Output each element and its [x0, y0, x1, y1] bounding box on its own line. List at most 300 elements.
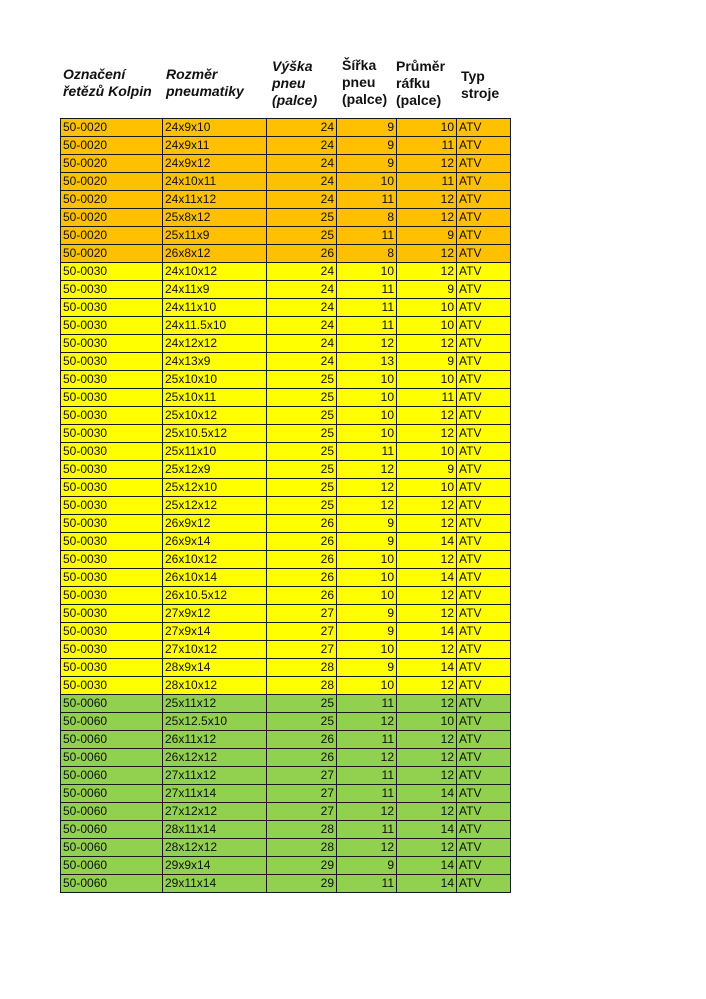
chain-code-cell: 50-0030	[61, 659, 163, 677]
rim-diameter-cell: 12	[397, 587, 457, 605]
machine-type-cell: ATV	[457, 443, 511, 461]
table-row	[61, 677, 511, 695]
header-tire-width	[342, 57, 387, 108]
rim-diameter-cell: 9	[397, 461, 457, 479]
tire-width-cell: 10	[337, 677, 397, 695]
rim-diameter-cell: 12	[397, 641, 457, 659]
header-line: Rozměr	[166, 66, 218, 82]
tire-width-cell: 11	[337, 767, 397, 785]
table-row	[61, 119, 511, 137]
machine-type-cell: ATV	[457, 209, 511, 227]
table-row	[61, 641, 511, 659]
table-row	[61, 713, 511, 731]
chain-code-cell: 50-0060	[61, 803, 163, 821]
tire-height-cell: 25	[267, 497, 337, 515]
chain-code-cell: 50-0060	[61, 695, 163, 713]
tire-size-cell: 27x9x12	[163, 605, 267, 623]
tire-width-cell: 11	[337, 281, 397, 299]
machine-type-cell: ATV	[457, 389, 511, 407]
table-body	[61, 119, 511, 893]
machine-type-cell: ATV	[457, 641, 511, 659]
rim-diameter-cell: 10	[397, 299, 457, 317]
chain-code-cell: 50-0030	[61, 461, 163, 479]
tire-height-cell: 24	[267, 173, 337, 191]
tire-size-cell: 29x9x14	[163, 857, 267, 875]
tire-size-cell: 28x9x14	[163, 659, 267, 677]
table-row	[61, 659, 511, 677]
rim-diameter-cell: 10	[397, 119, 457, 137]
rim-diameter-cell: 12	[397, 605, 457, 623]
table-row	[61, 821, 511, 839]
header-line: Průměr	[396, 58, 446, 74]
chain-code-cell: 50-0020	[61, 173, 163, 191]
tire-height-cell: 24	[267, 335, 337, 353]
rim-diameter-cell: 12	[397, 209, 457, 227]
tire-chain-table	[60, 118, 511, 893]
chain-code-cell: 50-0030	[61, 425, 163, 443]
machine-type-cell: ATV	[457, 785, 511, 803]
tire-size-cell: 26x10.5x12	[163, 587, 267, 605]
tire-height-cell: 27	[267, 605, 337, 623]
tire-size-cell: 24x9x11	[163, 137, 267, 155]
tire-width-cell: 9	[337, 515, 397, 533]
chain-code-cell: 50-0030	[61, 623, 163, 641]
machine-type-cell: ATV	[457, 515, 511, 533]
rim-diameter-cell: 12	[397, 677, 457, 695]
tire-size-cell: 27x9x14	[163, 623, 267, 641]
table-row	[61, 281, 511, 299]
rim-diameter-cell: 14	[397, 785, 457, 803]
header-line: Šířka	[342, 57, 377, 73]
machine-type-cell: ATV	[457, 695, 511, 713]
tire-size-cell: 26x10x12	[163, 551, 267, 569]
rim-diameter-cell: 12	[397, 245, 457, 263]
chain-code-cell: 50-0030	[61, 389, 163, 407]
tire-height-cell: 24	[267, 119, 337, 137]
tire-height-cell: 28	[267, 659, 337, 677]
rim-diameter-cell: 10	[397, 317, 457, 335]
tire-size-cell: 25x8x12	[163, 209, 267, 227]
table-row	[61, 533, 511, 551]
chain-code-cell: 50-0030	[61, 605, 163, 623]
machine-type-cell: ATV	[457, 749, 511, 767]
chain-code-cell: 50-0060	[61, 839, 163, 857]
rim-diameter-cell: 12	[397, 839, 457, 857]
machine-type-cell: ATV	[457, 353, 511, 371]
tire-width-cell: 10	[337, 371, 397, 389]
chain-code-cell: 50-0030	[61, 533, 163, 551]
machine-type-cell: ATV	[457, 497, 511, 515]
tire-height-cell: 24	[267, 155, 337, 173]
table-row	[61, 857, 511, 875]
machine-type-cell: ATV	[457, 605, 511, 623]
tire-size-cell: 25x11x10	[163, 443, 267, 461]
rim-diameter-cell: 10	[397, 479, 457, 497]
machine-type-cell: ATV	[457, 731, 511, 749]
tire-size-cell: 25x12x12	[163, 497, 267, 515]
machine-type-cell: ATV	[457, 317, 511, 335]
table-row	[61, 767, 511, 785]
tire-size-cell: 27x11x12	[163, 767, 267, 785]
tire-width-cell: 12	[337, 497, 397, 515]
table-row	[61, 155, 511, 173]
table-row	[61, 335, 511, 353]
chain-code-cell: 50-0060	[61, 821, 163, 839]
tire-size-cell: 25x12.5x10	[163, 713, 267, 731]
machine-type-cell: ATV	[457, 587, 511, 605]
tire-height-cell: 26	[267, 533, 337, 551]
rim-diameter-cell: 12	[397, 407, 457, 425]
chain-code-cell: 50-0030	[61, 641, 163, 659]
table-row	[61, 461, 511, 479]
rim-diameter-cell: 12	[397, 425, 457, 443]
table-row	[61, 479, 511, 497]
tire-size-cell: 25x10x12	[163, 407, 267, 425]
rim-diameter-cell: 12	[397, 803, 457, 821]
tire-height-cell: 25	[267, 227, 337, 245]
tire-width-cell: 9	[337, 623, 397, 641]
machine-type-cell: ATV	[457, 623, 511, 641]
header-line: řetězů Kolpin	[63, 83, 152, 99]
chain-code-cell: 50-0030	[61, 479, 163, 497]
tire-height-cell: 27	[267, 803, 337, 821]
tire-size-cell: 24x9x12	[163, 155, 267, 173]
tire-size-cell: 24x9x10	[163, 119, 267, 137]
tire-width-cell: 10	[337, 551, 397, 569]
table-row	[61, 839, 511, 857]
chain-code-cell: 50-0020	[61, 155, 163, 173]
machine-type-cell: ATV	[457, 875, 511, 893]
header-line: (palce)	[342, 91, 388, 107]
tire-width-cell: 11	[337, 443, 397, 461]
tire-width-cell: 11	[337, 731, 397, 749]
machine-type-cell: ATV	[457, 821, 511, 839]
header-line: (palce)	[272, 92, 318, 108]
tire-height-cell: 25	[267, 425, 337, 443]
rim-diameter-cell: 14	[397, 857, 457, 875]
tire-size-cell: 26x10x14	[163, 569, 267, 587]
header-line: ráfku	[396, 75, 431, 91]
table-row	[61, 731, 511, 749]
chain-code-cell: 50-0030	[61, 263, 163, 281]
tire-width-cell: 9	[337, 119, 397, 137]
table-row	[61, 785, 511, 803]
table-row	[61, 443, 511, 461]
rim-diameter-cell: 12	[397, 335, 457, 353]
tire-width-cell: 10	[337, 407, 397, 425]
rim-diameter-cell: 12	[397, 515, 457, 533]
machine-type-cell: ATV	[457, 173, 511, 191]
chain-code-cell: 50-0060	[61, 749, 163, 767]
table-row	[61, 371, 511, 389]
tire-size-cell: 26x11x12	[163, 731, 267, 749]
tire-height-cell: 25	[267, 713, 337, 731]
tire-size-cell: 24x11x10	[163, 299, 267, 317]
chain-code-cell: 50-0060	[61, 857, 163, 875]
tire-height-cell: 26	[267, 749, 337, 767]
table-row	[61, 569, 511, 587]
chain-code-cell: 50-0020	[61, 191, 163, 209]
chain-code-cell: 50-0020	[61, 137, 163, 155]
machine-type-cell: ATV	[457, 227, 511, 245]
rim-diameter-cell: 9	[397, 227, 457, 245]
tire-size-cell: 26x9x12	[163, 515, 267, 533]
tire-width-cell: 12	[337, 479, 397, 497]
tire-size-cell: 24x11x12	[163, 191, 267, 209]
machine-type-cell: ATV	[457, 767, 511, 785]
tire-size-cell: 25x10x10	[163, 371, 267, 389]
table-row	[61, 587, 511, 605]
tire-size-cell: 25x11x12	[163, 695, 267, 713]
tire-height-cell: 25	[267, 371, 337, 389]
chain-code-cell: 50-0030	[61, 299, 163, 317]
rim-diameter-cell: 12	[397, 749, 457, 767]
tire-size-cell: 26x8x12	[163, 245, 267, 263]
tire-size-cell: 27x12x12	[163, 803, 267, 821]
tire-width-cell: 11	[337, 875, 397, 893]
chain-code-cell: 50-0020	[61, 209, 163, 227]
tire-width-cell: 11	[337, 695, 397, 713]
tire-size-cell: 24x12x12	[163, 335, 267, 353]
tire-width-cell: 10	[337, 173, 397, 191]
machine-type-cell: ATV	[457, 461, 511, 479]
chain-code-cell: 50-0060	[61, 731, 163, 749]
tire-height-cell: 27	[267, 623, 337, 641]
header-line: Výška	[272, 58, 313, 74]
machine-type-cell: ATV	[457, 281, 511, 299]
tire-height-cell: 24	[267, 137, 337, 155]
tire-height-cell: 28	[267, 839, 337, 857]
tire-height-cell: 25	[267, 695, 337, 713]
machine-type-cell: ATV	[457, 533, 511, 551]
chain-code-cell: 50-0030	[61, 443, 163, 461]
tire-height-cell: 28	[267, 821, 337, 839]
tire-width-cell: 11	[337, 785, 397, 803]
machine-type-cell: ATV	[457, 479, 511, 497]
rim-diameter-cell: 14	[397, 569, 457, 587]
table-row	[61, 623, 511, 641]
tire-width-cell: 10	[337, 587, 397, 605]
tire-size-cell: 25x12x10	[163, 479, 267, 497]
tire-width-cell: 9	[337, 659, 397, 677]
tire-height-cell: 25	[267, 461, 337, 479]
rim-diameter-cell: 12	[397, 191, 457, 209]
tire-size-cell: 24x11x9	[163, 281, 267, 299]
chain-code-cell: 50-0030	[61, 515, 163, 533]
tire-width-cell: 12	[337, 803, 397, 821]
tire-size-cell: 24x13x9	[163, 353, 267, 371]
tire-height-cell: 28	[267, 677, 337, 695]
tire-size-cell: 25x10.5x12	[163, 425, 267, 443]
table-row	[61, 497, 511, 515]
rim-diameter-cell: 10	[397, 713, 457, 731]
header-chain-code	[63, 66, 152, 100]
table-row	[61, 389, 511, 407]
tire-width-cell: 9	[337, 857, 397, 875]
chain-code-cell: 50-0030	[61, 497, 163, 515]
tire-size-cell: 27x11x14	[163, 785, 267, 803]
chain-code-cell: 50-0030	[61, 353, 163, 371]
tire-height-cell: 29	[267, 875, 337, 893]
rim-diameter-cell: 12	[397, 497, 457, 515]
tire-height-cell: 25	[267, 443, 337, 461]
tire-width-cell: 11	[337, 299, 397, 317]
chain-code-cell: 50-0030	[61, 335, 163, 353]
table-row	[61, 551, 511, 569]
tire-height-cell: 27	[267, 785, 337, 803]
machine-type-cell: ATV	[457, 371, 511, 389]
tire-width-cell: 8	[337, 245, 397, 263]
tire-size-cell: 28x10x12	[163, 677, 267, 695]
tire-size-cell: 24x11.5x10	[163, 317, 267, 335]
machine-type-cell: ATV	[457, 155, 511, 173]
rim-diameter-cell: 10	[397, 371, 457, 389]
machine-type-cell: ATV	[457, 713, 511, 731]
rim-diameter-cell: 14	[397, 659, 457, 677]
tire-height-cell: 24	[267, 299, 337, 317]
tire-width-cell: 10	[337, 263, 397, 281]
tire-height-cell: 25	[267, 389, 337, 407]
table-row	[61, 803, 511, 821]
machine-type-cell: ATV	[457, 191, 511, 209]
tire-height-cell: 27	[267, 767, 337, 785]
tire-width-cell: 12	[337, 749, 397, 767]
chain-code-cell: 50-0030	[61, 281, 163, 299]
chain-code-cell: 50-0030	[61, 677, 163, 695]
machine-type-cell: ATV	[457, 803, 511, 821]
tire-height-cell: 24	[267, 191, 337, 209]
chain-code-cell: 50-0020	[61, 245, 163, 263]
machine-type-cell: ATV	[457, 659, 511, 677]
tire-height-cell: 24	[267, 281, 337, 299]
tire-height-cell: 24	[267, 317, 337, 335]
table-row	[61, 875, 511, 893]
chain-code-cell: 50-0030	[61, 317, 163, 335]
table-row	[61, 263, 511, 281]
rim-diameter-cell: 12	[397, 767, 457, 785]
tire-height-cell: 26	[267, 515, 337, 533]
machine-type-cell: ATV	[457, 407, 511, 425]
table-row	[61, 299, 511, 317]
tire-size-cell: 26x9x14	[163, 533, 267, 551]
tire-height-cell: 26	[267, 245, 337, 263]
table-row	[61, 209, 511, 227]
tire-width-cell: 10	[337, 425, 397, 443]
chain-code-cell: 50-0060	[61, 713, 163, 731]
machine-type-cell: ATV	[457, 677, 511, 695]
tire-height-cell: 26	[267, 551, 337, 569]
chain-code-cell: 50-0060	[61, 875, 163, 893]
tire-height-cell: 25	[267, 407, 337, 425]
tire-width-cell: 10	[337, 641, 397, 659]
machine-type-cell: ATV	[457, 551, 511, 569]
rim-diameter-cell: 12	[397, 155, 457, 173]
tire-size-cell: 25x12x9	[163, 461, 267, 479]
machine-type-cell: ATV	[457, 839, 511, 857]
chain-code-cell: 50-0030	[61, 551, 163, 569]
header-tire-height	[272, 58, 317, 109]
chain-code-cell: 50-0030	[61, 407, 163, 425]
tire-size-cell: 28x12x12	[163, 839, 267, 857]
table-row	[61, 695, 511, 713]
tire-width-cell: 12	[337, 839, 397, 857]
table-row	[61, 137, 511, 155]
table-row	[61, 749, 511, 767]
machine-type-cell: ATV	[457, 335, 511, 353]
table-row	[61, 353, 511, 371]
tire-width-cell: 12	[337, 461, 397, 479]
chain-code-cell: 50-0030	[61, 587, 163, 605]
tire-width-cell: 12	[337, 335, 397, 353]
rim-diameter-cell: 14	[397, 875, 457, 893]
rim-diameter-cell: 12	[397, 263, 457, 281]
machine-type-cell: ATV	[457, 119, 511, 137]
table-row	[61, 425, 511, 443]
tire-size-cell: 27x10x12	[163, 641, 267, 659]
chain-code-cell: 50-0060	[61, 785, 163, 803]
chain-code-cell: 50-0060	[61, 767, 163, 785]
tire-height-cell: 26	[267, 587, 337, 605]
tire-width-cell: 11	[337, 227, 397, 245]
tire-height-cell: 26	[267, 569, 337, 587]
machine-type-cell: ATV	[457, 299, 511, 317]
machine-type-cell: ATV	[457, 263, 511, 281]
chain-code-cell: 50-0020	[61, 119, 163, 137]
table-row	[61, 605, 511, 623]
tire-height-cell: 24	[267, 353, 337, 371]
rim-diameter-cell: 9	[397, 281, 457, 299]
tire-width-cell: 11	[337, 317, 397, 335]
chain-code-cell: 50-0030	[61, 371, 163, 389]
rim-diameter-cell: 11	[397, 173, 457, 191]
machine-type-cell: ATV	[457, 857, 511, 875]
header-line: Typ	[461, 68, 485, 84]
tire-width-cell: 10	[337, 389, 397, 407]
rim-diameter-cell: 10	[397, 443, 457, 461]
table-row	[61, 245, 511, 263]
chain-code-cell: 50-0020	[61, 227, 163, 245]
tire-width-cell: 9	[337, 533, 397, 551]
tire-size-cell: 25x10x11	[163, 389, 267, 407]
header-line: pneu	[272, 75, 306, 91]
tire-width-cell: 9	[337, 605, 397, 623]
header-rim-diameter	[396, 58, 445, 109]
rim-diameter-cell: 11	[397, 389, 457, 407]
table-row	[61, 227, 511, 245]
tire-size-cell: 24x10x11	[163, 173, 267, 191]
chain-code-cell: 50-0030	[61, 569, 163, 587]
rim-diameter-cell: 11	[397, 137, 457, 155]
machine-type-cell: ATV	[457, 569, 511, 587]
tire-height-cell: 24	[267, 263, 337, 281]
table-row	[61, 191, 511, 209]
tire-size-cell: 25x11x9	[163, 227, 267, 245]
tire-size-cell: 29x11x14	[163, 875, 267, 893]
tire-width-cell: 8	[337, 209, 397, 227]
rim-diameter-cell: 14	[397, 533, 457, 551]
tire-height-cell: 26	[267, 731, 337, 749]
header-machine-type	[461, 68, 499, 102]
tire-height-cell: 25	[267, 209, 337, 227]
rim-diameter-cell: 14	[397, 623, 457, 641]
rim-diameter-cell: 12	[397, 551, 457, 569]
header-line: Označení	[63, 66, 126, 82]
tire-size-cell: 24x10x12	[163, 263, 267, 281]
rim-diameter-cell: 9	[397, 353, 457, 371]
tire-width-cell: 9	[337, 137, 397, 155]
machine-type-cell: ATV	[457, 245, 511, 263]
machine-type-cell: ATV	[457, 425, 511, 443]
